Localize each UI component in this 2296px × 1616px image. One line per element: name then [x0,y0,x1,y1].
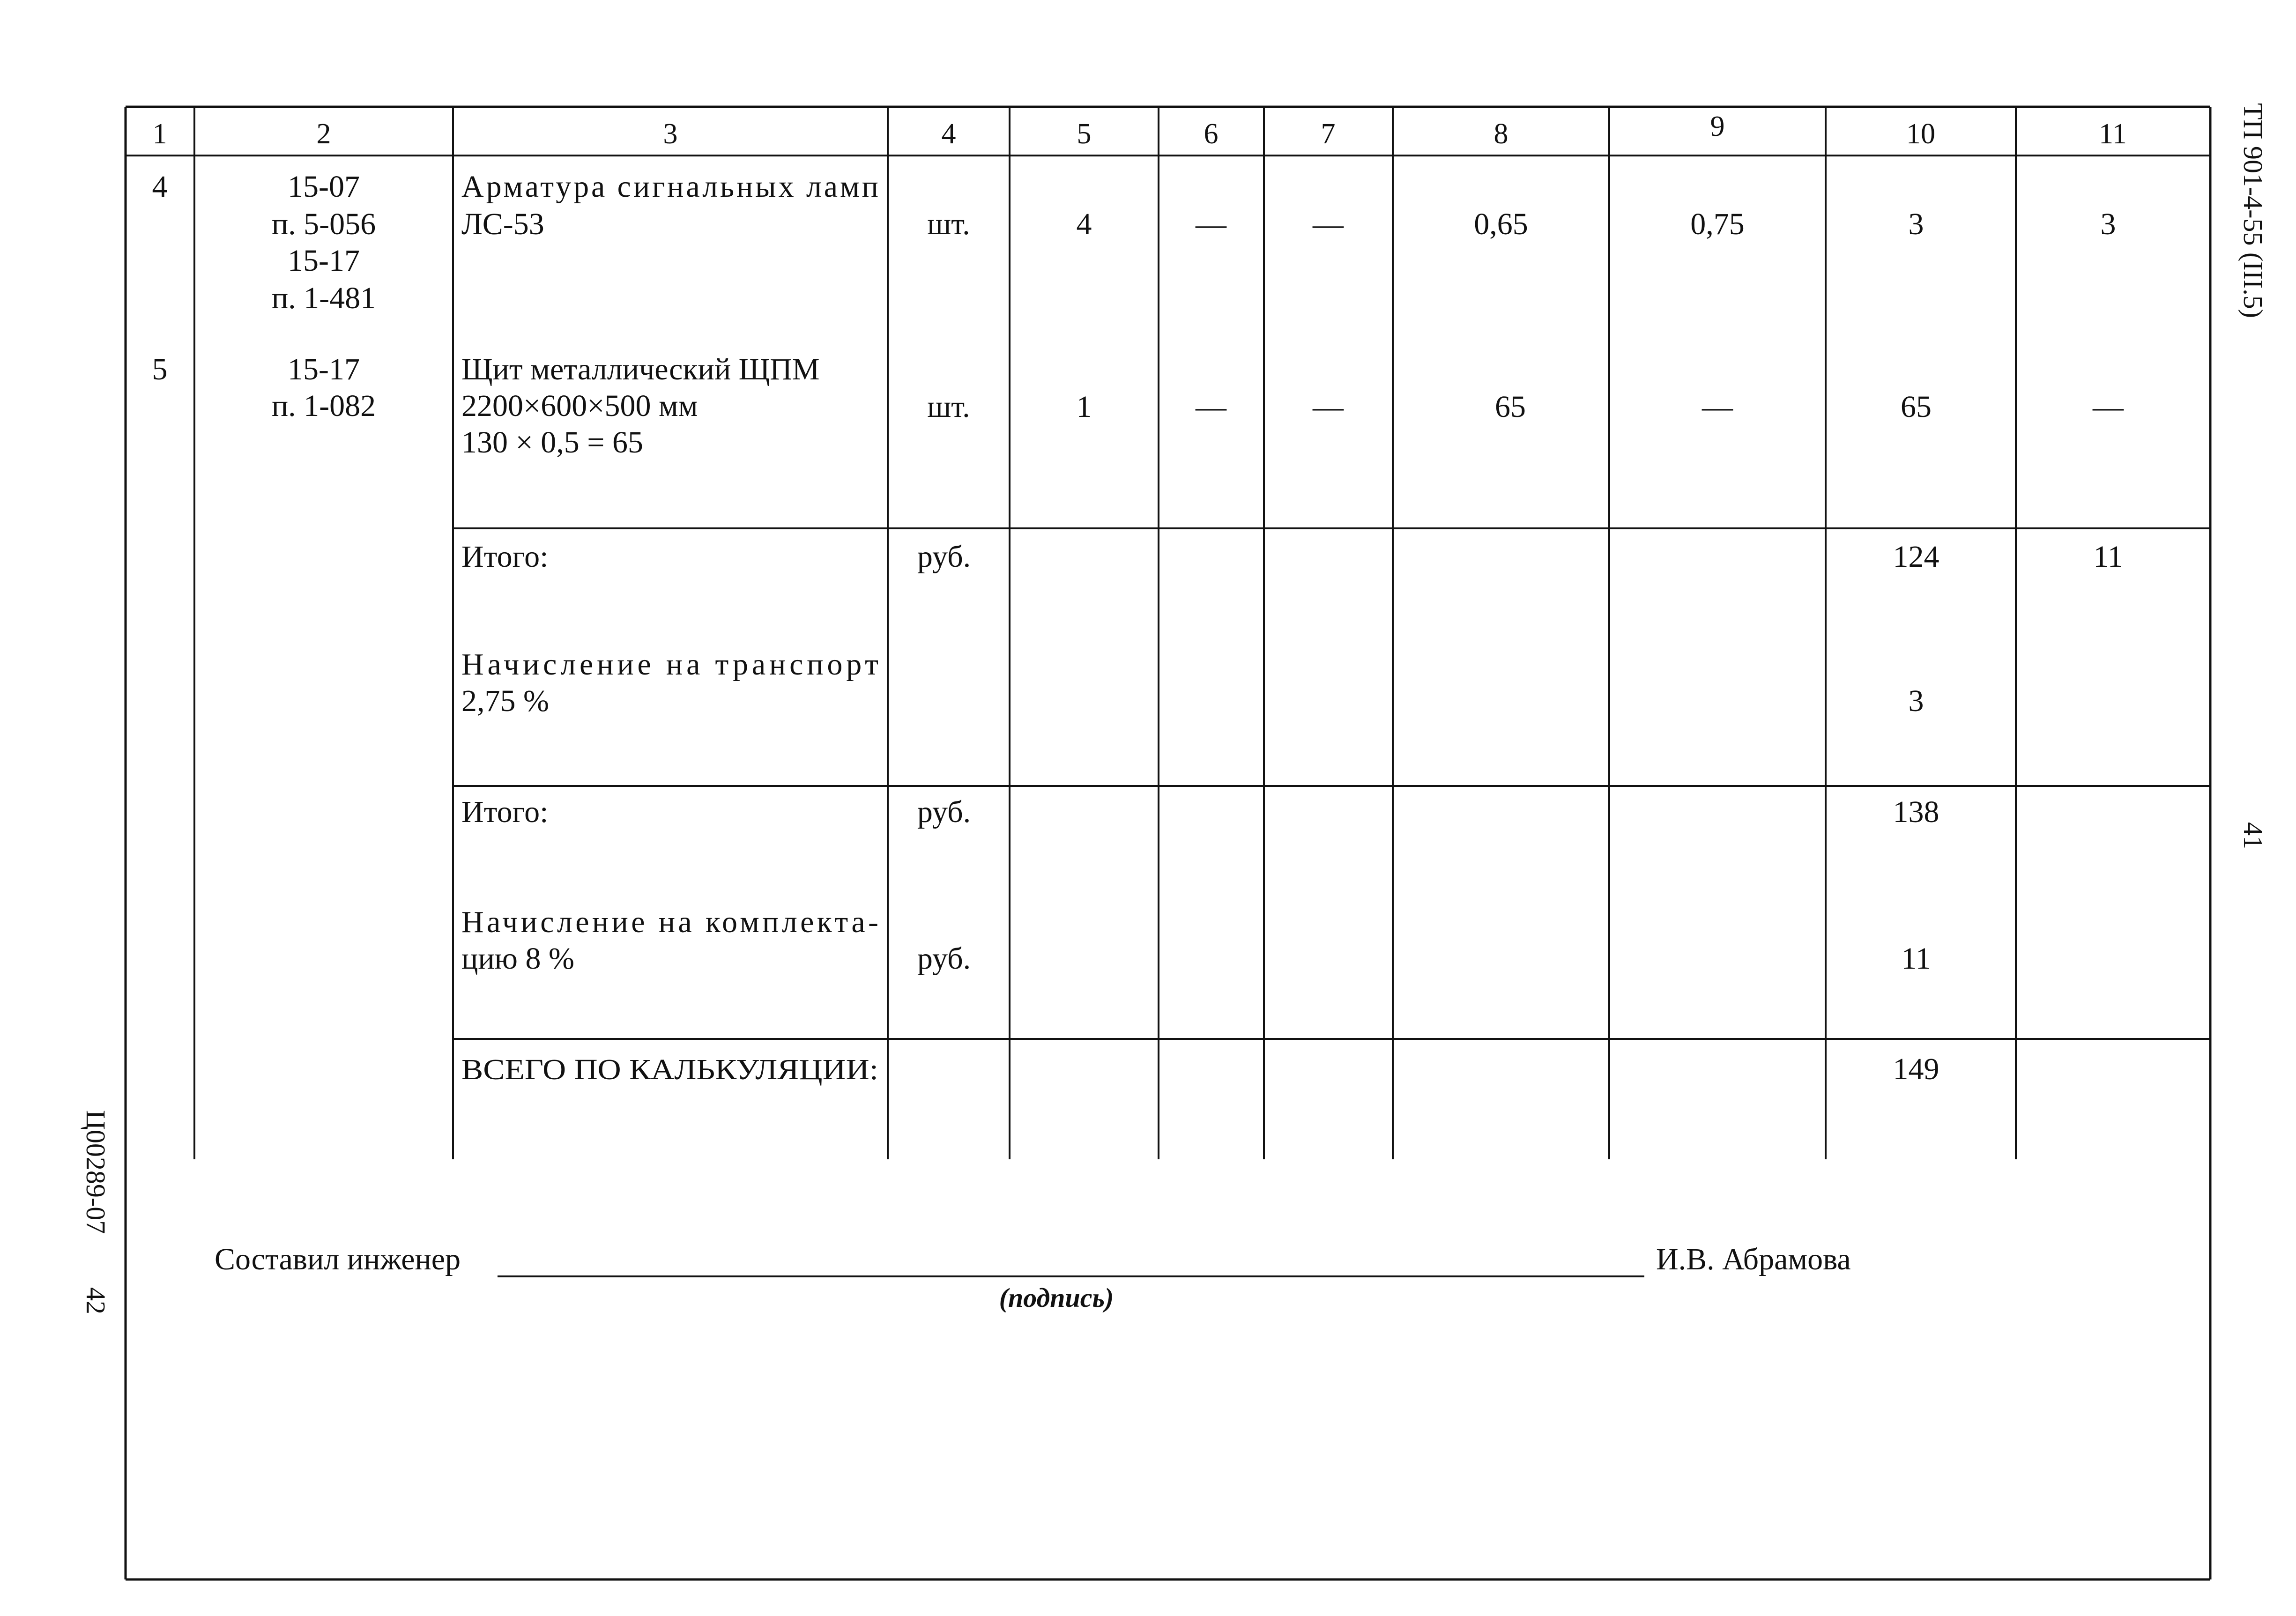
summary-unit: руб. [917,540,971,574]
cell-col-8: 0,65 [1474,207,1528,241]
cell-col-10: 65 [1901,390,1932,424]
svg-text:15-07: 15-07 [288,170,360,204]
cell-col-11: — [2093,390,2124,424]
svg-text:15-17: 15-17 [288,244,360,278]
row-name [461,170,878,241]
cell-unit: шт. [927,207,970,241]
summary-transport [461,647,1924,718]
page-number-left: 42 [81,1287,111,1314]
svg-text:Арматура сигнальных ламп: Арматура сигнальных ламп [461,170,878,204]
svg-text:ЛС-53: ЛС-53 [461,207,544,241]
header-col-1: 1 [152,118,167,150]
svg-text:Щит металлический ЩПМ: Щит металлический ЩПМ [461,352,820,386]
summary-unit: руб. [917,795,971,829]
row-values [927,207,2116,241]
row-values [927,390,2124,424]
summary-unit: руб. [917,941,971,976]
page-number-right: 41 [2238,822,2268,849]
signature-name: И.В. Абрамова [1656,1242,1851,1276]
row-name [461,352,820,460]
row-code [272,170,376,315]
summary-label: Начисление на комплекта- [461,905,878,939]
cell-col-9: — [1702,390,1733,424]
cell-col-11: 3 [2100,207,2116,241]
header-col-8: 8 [1494,118,1508,150]
header-col-7: 7 [1321,118,1336,150]
svg-text:130 × 0,5 = 65: 130 × 0,5 = 65 [461,425,643,460]
header-col-11: 11 [2099,118,2127,150]
summary-equipment [461,905,1931,976]
summary-label: Итого: [461,795,549,829]
cell-col-5: 4 [1076,207,1092,241]
svg-text:п. 5-056: п. 5-056 [271,207,376,241]
cell-col-8: 65 [1495,390,1526,424]
summary-grand-total [461,1052,1939,1086]
header-col-5: 5 [1077,118,1092,150]
header-col-10: 10 [1906,118,1935,150]
summary-col-10: 149 [1893,1052,1939,1086]
summary-label: Итого: [461,540,549,574]
summary-label: Начисление на транспорт [461,647,878,682]
table-row [152,170,2116,315]
summary-col-11: 11 [2093,540,2123,574]
summary-subtotal-2 [461,795,1939,829]
header-col-4: 4 [941,118,956,150]
cell-col-5: 1 [1076,390,1092,424]
cell-col-9: 0,75 [1690,207,1745,241]
summary-col-10: 3 [1908,684,1924,718]
summary-col-10: 124 [1893,540,1939,574]
header-col-9: 9 [1710,111,1725,142]
document-code-right: ТП 901-4-55 (III.5) [2238,103,2268,319]
header-col-3: 3 [663,118,678,150]
summary-subtotal-1 [461,540,2123,574]
summary-label: 2,75 % [461,684,549,718]
cell-col-6: — [1196,390,1226,424]
svg-text:15-17: 15-17 [288,352,360,386]
table-row [152,352,2125,460]
summary-label: цию 8 % [461,941,574,976]
signature-caption: (подпись) [999,1282,1114,1313]
table-grid [126,107,2210,1159]
cell-col-6: — [1196,207,1226,241]
cell-unit: шт. [927,390,970,424]
cell-col-10: 3 [1908,207,1924,241]
header-col-6: 6 [1204,118,1219,150]
signature-block [215,1242,1851,1313]
svg-text:2200×600×500 мм: 2200×600×500 мм [461,389,698,423]
row-number: 5 [152,352,168,386]
cell-col-7: — [1313,390,1344,424]
table-header [153,111,2127,150]
signature-label: Составил инженер [215,1242,461,1276]
header-col-2: 2 [316,118,331,150]
page-frame [126,107,2210,1579]
svg-text:п. 1-481: п. 1-481 [271,281,376,315]
summary-col-10: 11 [1901,941,1931,976]
summary-col-10: 138 [1893,795,1939,829]
row-number: 4 [152,170,168,204]
row-code [272,352,376,423]
cell-col-7: — [1313,207,1344,241]
svg-text:п. 1-082: п. 1-082 [271,389,376,423]
document-code-left: Ц00289-07 [81,1110,111,1234]
summary-label: ВСЕГО ПО КАЛЬКУЛЯЦИИ: [461,1054,878,1086]
